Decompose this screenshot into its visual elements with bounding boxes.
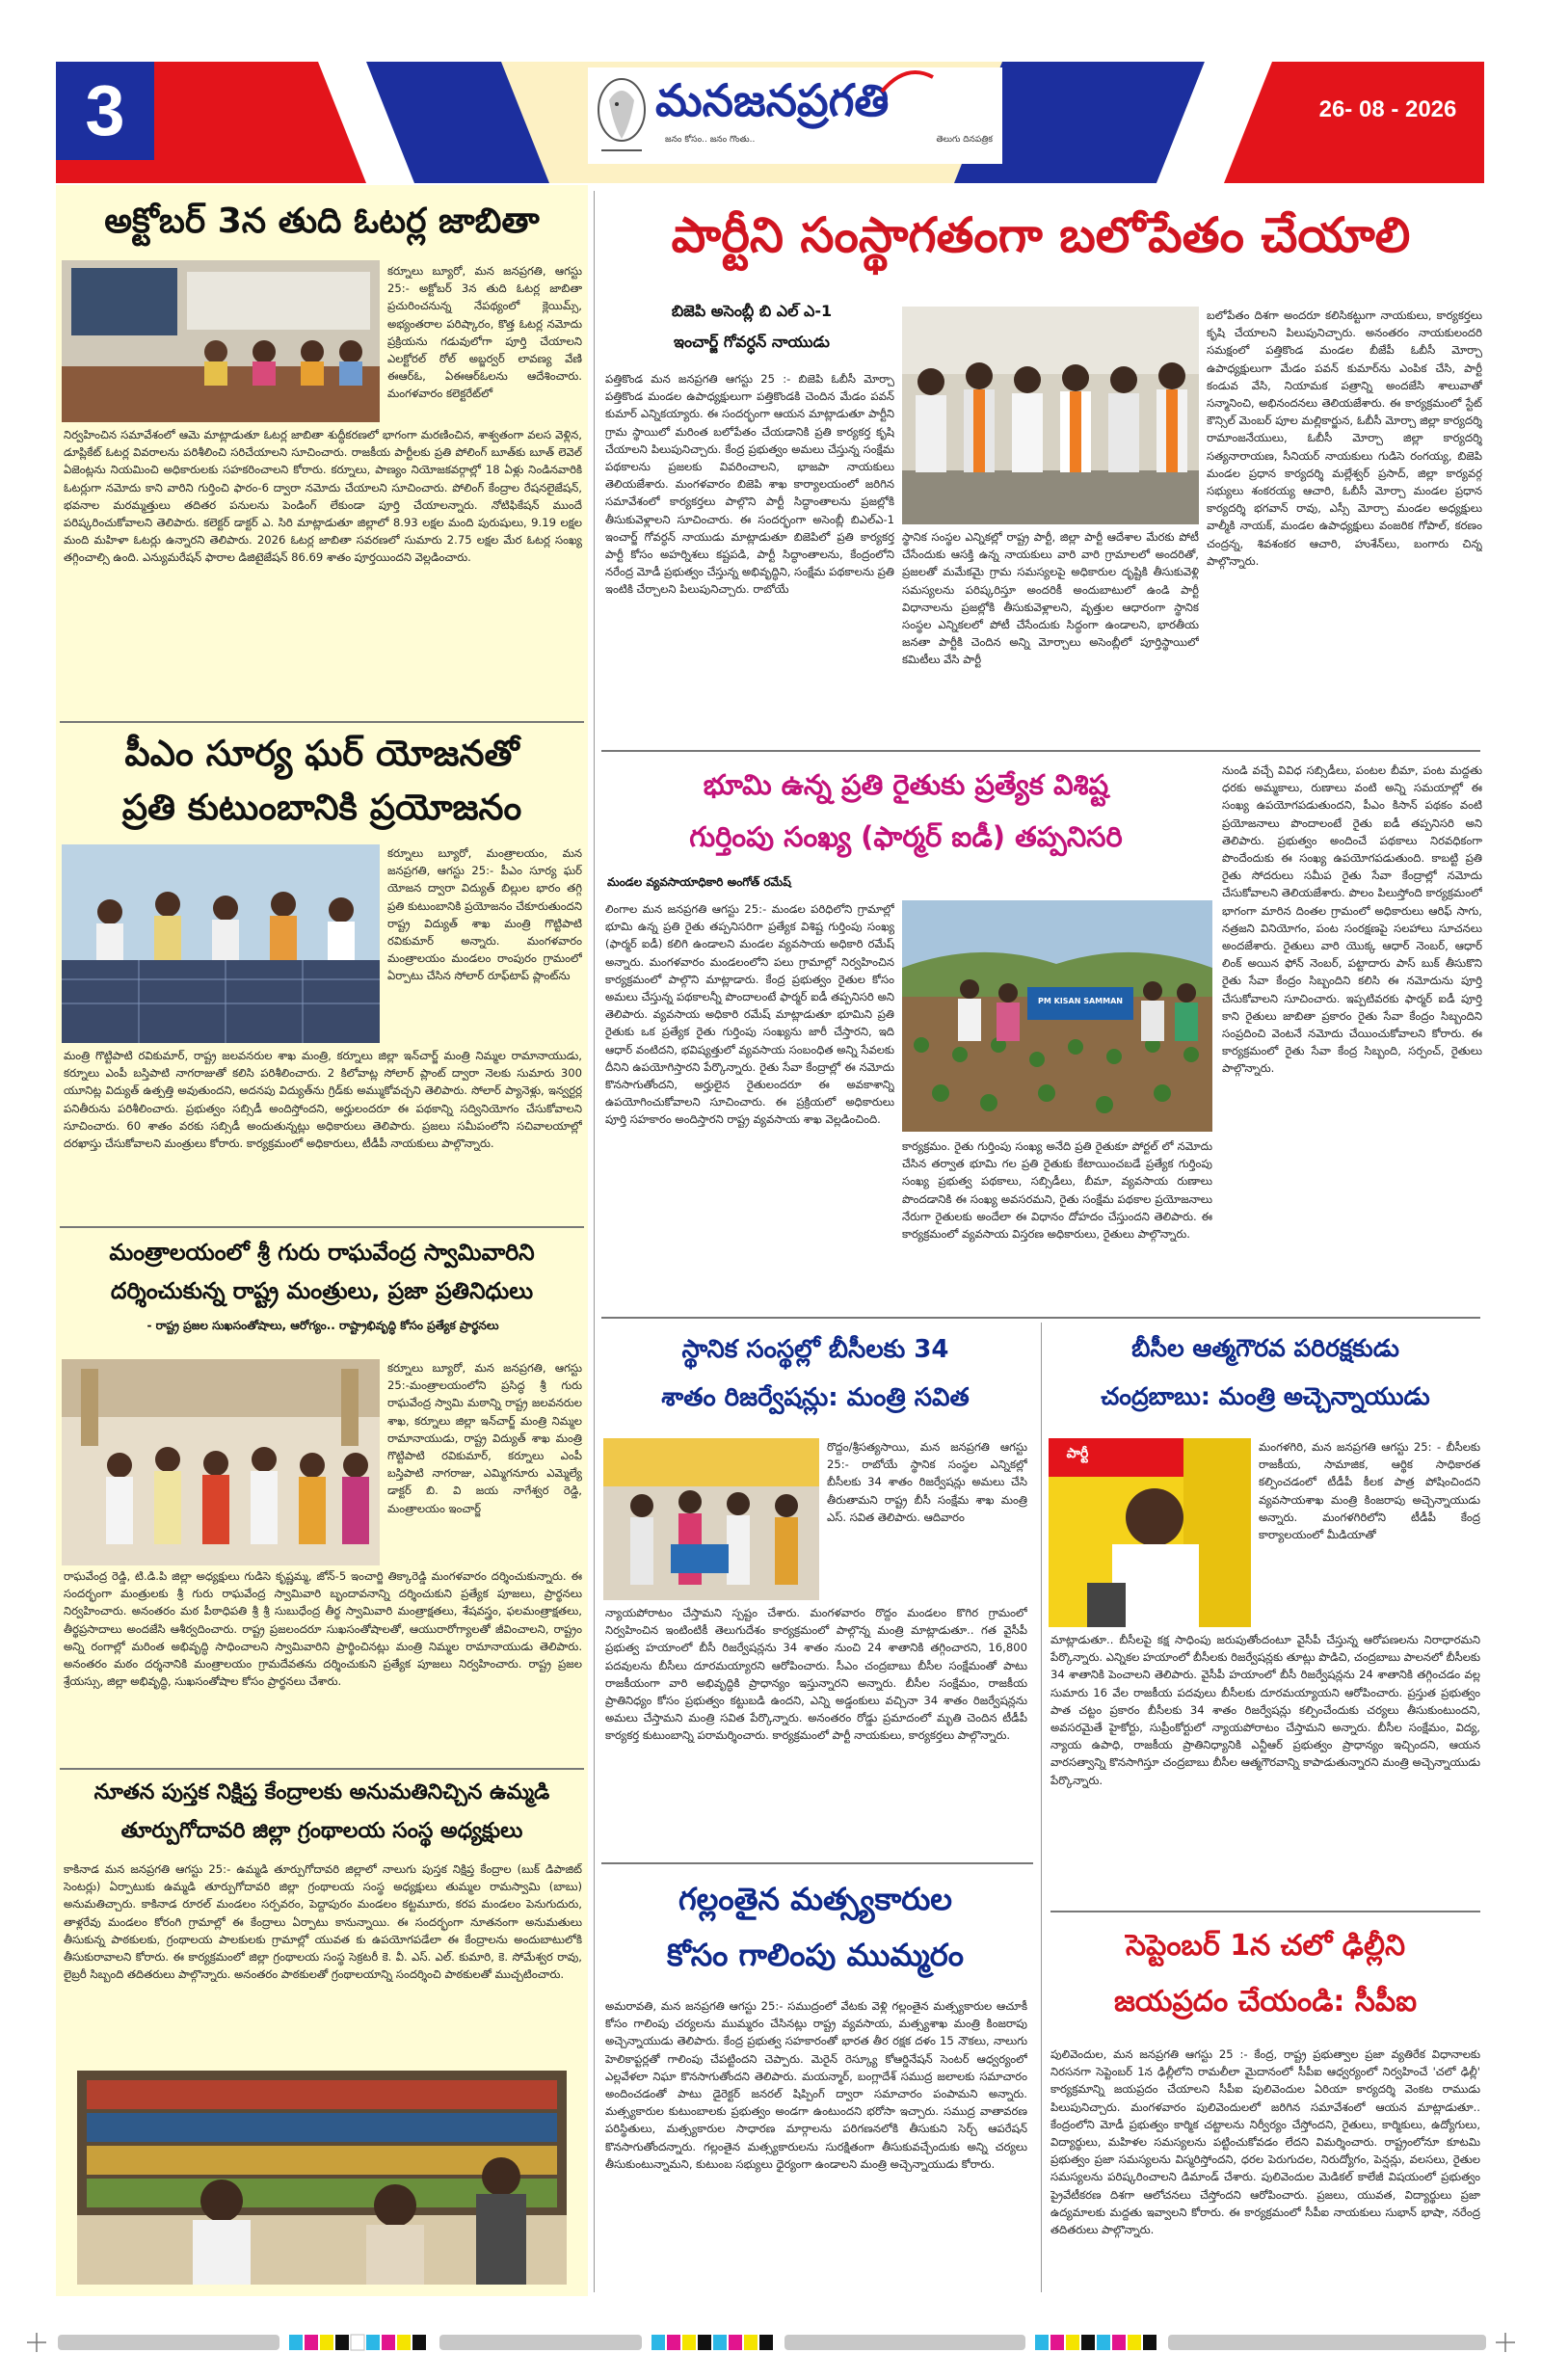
story-lead-subhead-1: బిజెపి అసెంబ్లీ బి ఎల్ ఎ-1	[671, 302, 833, 320]
farmer-banner-text: PM KISAN SAMMAN	[1038, 997, 1123, 1005]
story-bc34	[598, 1323, 1033, 1862]
story-lead-body-right: బలోపేతం దిశగా అందరూ కలిసికట్టుగా నాయకులు, కార్యకర్తలు కృషి చేయాలని పిలుపునిచ్చారు. అనంతరం నాయకులందరి సమక్షంలో పత్తికొండ మండల బీజేపీ ఓబీసీ మోర్చా ఉపాధ్యక్షులుగా మేడం పవన్ కుమార్‌ను ఎంపిక చేసి, పార్టీ కండువ వేసి, నియామక పత్రాన్ని అందజేసి శాలువాతో సన్మానించి, అభినందనలు తెలియజేశారు. ఈ కార్యక్రమంలో స్టేట్ కౌన్సిల్ మెంబర్ పూల మల్లికార్జున, ఓబీసీ మోర్చా జిల్లా కార్యదర్శి రామాంజనేయులు, ఓబీసీ మోర్చా జిల్లా కార్యదర్శి సత్యనారాయణ, సీనియర్ నాయకులు గుడిసె రంగయ్య, బిజెపి మండల ప్రధాన కార్యదర్శి మల్లేశ్వర్ ప్రసాద్, జిల్లా కార్యవర్గ సభ్యులు శంకరయ్య ఆచారి, ఓబీసీ మోర్చా మండల ప్రధాన కార్యదర్శి భగవాన్ రావు, ఎస్సీ మోర్చా మండల అధ్యక్షులు వాల్మీకి నాయక్, మండల ఉపాధ్యక్షులు వంజరిక గోపాల్, కరణం చంద్రన్న, శివశంకర ఆచారి, హుశేన్‌లు, బంగారు చిన్న పాల్గొన్నారు.	[1207, 308, 1482, 568]
tagline-right: తెలుగు దినపత్రిక	[936, 135, 993, 145]
divider	[601, 1862, 1033, 1864]
paper-name: మనజనప్రగతి	[655, 74, 890, 126]
story-atchannaidu-body-bottom: మాట్లాడుతూ.. బీసీలపై కక్ష సాధింపు జరుపుతోందంటూ వైసీపీ చేస్తున్న ఆరోపణలను నిరాధారమని పేర్కొన్నారు. ఎన్నికల హయాంలో బీసీలకు రిజర్వేషన్లకు తూట్లు పొడిచి, చంద్రబాబు పాలనలో బీసీలకు 34 శాతానికి పెంచాలని తెలిపారు. వైసీపీ హయాంలో బీసీ రిజర్వేషన్లను 24 శాతానికి తగ్గించడం వల్ల సుమారు 16 వేల రాజకీయ పదవులు బీసీలకు దూరమయ్యాయని ఆరోపించారు. ప్రస్తుత ప్రభుత్వం పాత చట్టం ప్రకారం బీసీలకు 34 శాతం రిజర్వేషన్లు కల్పించేందుకు చర్యలు తీసుకుంటుందని, అవసరమైతే హైకోర్టు, సుప్రీంకోర్టులో న్యాయపోరాటం చేస్తామని అన్నారు. బీసీల సంక్షేమం, విద్య, న్యాయ ఉపాధి, రాజకీయ ప్రాతినిధ్యానికి ఎన్టీఆర్ ప్రభుత్వం ప్రాధాన్యం ఇచ్చిందని, ఆయన వారసత్వాన్ని కొనసాగిస్తూ చంద్రబాబు బీసీల ఆత్మగౌరవాన్ని కాపాడుతున్నారని మంత్రి అచ్చెన్నాయుడు పేర్కొన్నారు.	[1050, 1633, 1480, 1787]
story-farmer-byline: మండల వ్యవసాయాధికారి అంగోత్ రమేష్	[607, 875, 791, 889]
raghavendra-temple-photo	[62, 1359, 380, 1565]
divider	[60, 1226, 584, 1228]
story-lead	[598, 191, 1484, 750]
story-farmer-headline-1: భూమి ఉన్న ప్రతి రైతుకు ప్రత్యేక విశిష్ట	[703, 768, 1109, 801]
story-farmer	[598, 756, 1484, 1315]
story-voters-headline: అక్టోబర్ 3న తుది ఓటర్ల జాబితా	[104, 201, 540, 241]
logo-swoosh-icon	[877, 67, 935, 96]
story-lead-subhead-2: ఇంచార్జ్ గోవర్ధన్ నాయుడు	[674, 333, 830, 351]
farmer-field-photo	[902, 900, 1212, 1132]
voters-meeting-photo	[62, 260, 380, 422]
story-surya-body-top: కర్నూలు బ్యూరో, మంత్రాలయం, మన జనప్రగతి, ఆగస్టు 25:- పీఎం సూర్య ఘర్ యోజన ద్వారా విద్యుత్ బిల్లుల భారం తగ్గి ప్రతి కుటుంబానికి ప్రయోజనం చేకూరుతుందని రాష్ట్ర విద్యుత్ శాఖ మంత్రి గొట్టిపాటి రవికుమార్ అన్నారు. మంగళవారం మంత్రాలయం మండలం రాంపురం గ్రామంలో ఏర్పాటు చేసిన సోలార్ రూఫ్‌టాప్ ప్లాంట్‌ను	[387, 846, 582, 983]
story-raghavendra-body-bottom: రాఘవేంద్ర రెడ్డి, టి.డి.పి జిల్లా అధ్యక్షులు గుడిసె కృష్ణమ్మ, జోన్-5 ఇంచార్జి తిక్కారెడ్డి మంగళవారం దర్శించుకున్నారు. ఈ సందర్భంగా మంత్రులకు శ్రీ గురు రాఘవేంద్ర స్వామివారి బృందావనాన్ని దర్శించుకుని ప్రత్యేక పూజలు, ప్రార్థనలు నిర్వహించారు. అనంతరం మఠ పీఠాధిపతి శ్రీ శ్రీ సుబుధేంద్ర తీర్థ స్వామివారి మంత్రాక్షతలు, శేషవస్త్రం, ఫలమంత్రాక్షతలు, తీర్థప్రసాదాలు అందజేసి ఆశీర్వదించారు. రాష్ట్ర ప్రజలందరూ సుఖసంతోషాలతో, ఆయురారోగ్యాలతో జీవించాలని, రాష్ట్రం అన్ని రంగాల్లో మరింత అభివృద్ధి సాధించాలని స్వామివారిని ప్రార్థించినట్లు మంత్రి నిమ్మల రామానాయుడు తెలిపారు. అనంతరం మఠం దర్శనానికి మంత్రాలయం గ్రామదేవతను దర్శించుకుని ప్రత్యేక పూజలు నిర్వహించారు. రాష్ట్ర ప్రజల శ్రేయస్సు, జిల్లా అభివృద్ధి, సుఖసంతోషాల కోసం ప్రార్థనలు చేశారు.	[64, 1569, 582, 1689]
story-farmer-headline-2: గుర్తింపు సంఖ్య (ఫార్మర్ ఐడీ) తప్పనిసరి	[689, 820, 1123, 853]
story-raghavendra-headline-2: దర్శించుకున్న రాష్ట్ర మంత్రులు, ప్రజా ప్రతినిధులు	[110, 1277, 534, 1304]
story-atchannaidu-body-top: మంగళగిరి, మన జనప్రగతి ఆగస్టు 25: - బీసీలకు రాజకీయ, సామాజిక, ఆర్థిక సాధికారత కల్పించడంలో టీడీపీ కీలక పాత్ర పోషించిందని వ్యవసాయశాఖ మంత్రి కింజరాపు అచ్చెన్నాయుడు అన్నారు. మంగళగిరిలోని టీడీపీ కేంద్ర కార్యాలయంలో మీడియాతో	[1259, 1440, 1480, 1542]
story-voters	[56, 191, 588, 719]
story-raghavendra	[56, 1230, 588, 1762]
story-farmer-body-right: నుండి వచ్చే వివిధ సబ్సిడీలు, పంటల బీమా, పంట మద్దతు ధరకు అమ్మకాలు, రుణాలు వంటి అన్ని సమయాల్లో ఈ సంఖ్య ఉపయోగపడుతుందని, పీఎం కిసాన్ పథకం వంటి ప్రయోజనాలు పొందాలంటే రైతు ఐడీ తప్పనిసరి అని తెలిపారు. ప్రభుత్వం అందించే పథకాలు నిరవధికంగా పొందేందుకు ఈ సంఖ్య ఉపయోగపడుతుంది. కాబట్టి ప్రతి రైతు సోదరులు సమీప రైతు సేవా కేంద్రాల్లో నమోదు చేసుకోవాలని తెలియజేశారు. పొలం పిలుస్తోంది కార్యక్రమంలో భాగంగా మారిన దింతల గ్రామంలో అధికారులు ఆరిఫ్ సాగు, నత్రజని వినియోగం, పంట సంరక్షణపై సలహాలు సూచనలు అందజేశారు. రైతులు వారి యొక్క ఆధార్ నెంబర్, ఆధార్ లింక్ అయిన ఫోన్ నెంబర్, పట్టాదారు పాస్ బుక్ తీసుకొని రైతు సేవా కేంద్రం సిబ్బందిని కలిసి ఈ నమోదును పూర్తి చేసుకోవాలని సూచించారు. ఇప్పటివరకు ఫార్మర్ ఐడీ పూర్తి కాని రైతులు జాబితా ప్రకారం రైతు సేవా కేంద్రం సిబ్బందిని సంప్రదించి వెంటనే నమోదు చేయించుకోవాలని కోరారు. ఈ కార్యక్రమంలో రైతు సేవా కేంద్ర సిబ్బంది, సర్పంచ్, రైతులు పాల్గొన్నారు.	[1222, 763, 1482, 1076]
paper-logo-box	[588, 67, 1002, 164]
story-library-headline-2: తూర్పుగోదావరి జిల్లా గ్రంథాలయ సంస్థ అధ్యక్షులు	[120, 1819, 523, 1843]
story-bc34-body-bottom: న్యాయపోరాటం చేస్తామని స్పష్టం చేశారు. మంగళవారం రొద్దం మండలం కొగిర గ్రామంలో నిర్వహించిన ఇంటింటికీ తెలుగుదేశం కార్యక్రమంలో పాల్గొన్న మంత్రి మాట్లాడుతూ.. గత వైసీపీ ప్రభుత్వ హయాంలో బీసీ రిజర్వేషన్లను 34 శాతం నుంచి 24 శాతానికి తగ్గించారని, 16,800 పదవులను బీసీలు దూరమయ్యారని ఆరోపించారు. సీఎం చంద్రబాబు బీసీల సంక్షేమంతో పాటు రాజకీయంగా వారి అభివృద్ధికి ప్రాధాన్యం ఇస్తున్నారని అన్నారు. బీసీల సంక్షేమం, రాజకీయ ప్రాతినిధ్యం కోసం ప్రభుత్వం కట్టుబడి ఉందని, ఎన్ని అడ్డంకులు వచ్చినా 34 శాతం రిజర్వేషన్లను అమలు చేస్తామని మంత్రి సవిత పేర్కొన్నారు. అనంతరం రోడ్డు ప్రమాదంలో మృతి చెందిన టీడీపీ కార్యకర్త కుటుంబాన్ని పరామర్శించారు. కార్యక్రమంలో పార్టీ నాయకులు, కార్యకర్తలు పాల్గొన్నారు.	[605, 1606, 1027, 1743]
story-lead-photo-caption: స్థానిక సంస్థల ఎన్నికల్లో రాష్ట్ర పార్టీ, జిల్లా పార్టీ ఆదేశాల మేరకు పోటీ చేసేందుకు ఆసక్తి ఉన్న నాయకులు వారి వారి గ్రామాలలో అందరితో, ప్రజలతో మమేకమై గ్రామ సమస్యలపై అధికారుల దృష్టికి తీసుకువెళ్లి సమస్యలను పరిష్కరిస్తూ అందరికీ అందుబాటులో ఉండి పార్టీ విధానాలను ప్రజల్లోకి తీసుకువెళ్లాలని, వృత్తుల ఆధారంగా స్థానిక సంస్థల ఎన్నికలలో పోటీ చేసేందుకు సిద్ధంగా ఉండాలని, భారతీయ జనతా పార్టీకి చెందిన అన్ని మోర్చాలు అసెంబ్లీలో పూర్తిస్థాయిలో కమిటీలు వేసి పార్టీ	[902, 530, 1199, 667]
masthead	[0, 0, 1542, 183]
story-surya-body-bottom: మంత్రి గొట్టిపాటి రవికుమార్, రాష్ట్ర జలవనరుల శాఖ మంత్రి, కర్నూలు జిల్లా ఇన్‌చార్జ్ మంత్రి నిమ్మల రామానాయుడు, కర్నూలు ఎంపీ బస్తిపాటి నాగరాజుతో కలిసి పరిశీలించారు. 2 కిలోవాట్ల సోలార్ ప్లాంట్ ద్వారా నెలకు సుమారు 300 యూనిట్ల విద్యుత్ ఉత్పత్తి అవుతుందని, అదనపు విద్యుత్‌ను గ్రిడ్‌కు అమ్ముకోవచ్చని తెలిపారు. సోలార్ ప్యానెళ్లు, ఇన్వర్టర్ల పనితీరును పరిశీలించారు. ప్రభుత్వం సబ్సిడీ అందిస్తోందని, అర్హులందరూ ఈ పథకాన్ని సద్వినియోగం చేసుకోవాలని సూచించారు. 60 శాతం వరకు సబ్సిడీ అందుతున్నట్లు అధికారులు తెలిపారు. ప్రజలు సమీపంలోని సచివాలయాల్లో దరఖాస్తు చేసుకోవాలని మంత్రులు కోరారు. కార్యక్రమంలో అధికారులు, టీడీపీ నాయకులు పాల్గొన్నారు.	[64, 1049, 582, 1151]
atchannaidu-banner-text: పార్టీ	[1066, 1446, 1089, 1461]
story-atchannaidu-headline-1: బీసీల ఆత్మగౌరవ పరిరక్షకుడు	[1131, 1334, 1399, 1362]
divider	[60, 1768, 584, 1770]
divider	[1050, 1911, 1480, 1912]
story-lead-headline: పార్టీని సంస్థాగతంగా బలోపేతం చేయాలి	[671, 207, 1411, 263]
story-surya-headline-2: ప్రతి కుటుంబానికి ప్రయోజనం	[121, 787, 522, 828]
story-atchannaidu	[1047, 1323, 1484, 1911]
print-registration-bar	[0, 2323, 1542, 2362]
page-number: 3	[85, 70, 125, 150]
story-bc34-headline-2: శాతం రిజర్వేషన్లు: మంత్రి సవిత	[661, 1383, 970, 1412]
story-library-headline-1: నూతన పుస్తక నిక్షిప్త కేంద్రాలకు అనుమతినిచ్చిన ఉమ్మడి	[93, 1780, 550, 1805]
story-voters-body-top: కర్నూలు బ్యూరో, మన జనప్రగతి, ఆగస్టు 25:- అక్టోబర్ 3న తుది ఓటర్ల జాబితా ప్రచురించనున్న నేపథ్యంలో క్లెయిమ్స్, అభ్యంతరాల పరిష్కారం, కొత్త ఓటర్ల నమోదు ప్రక్రియను గడువులోగా పూర్తి చేయాలని ఎలక్టోరల్ రోల్ అబ్జర్వర్ లావణ్య వేణి ఈఆర్ఓ, ఏఈఆర్ఓలను ఆదేశించారు. మంగళవారం కలెక్టరేట్‌లో	[387, 264, 582, 401]
story-surya	[56, 725, 588, 1226]
story-fishermen	[598, 1868, 1033, 2292]
story-raghavendra-headline-1: మంత్రాలయంలో శ్రీ గురు రాఘవేంద్ర స్వామివారిని	[109, 1239, 535, 1266]
story-cpi-headline-1: సెప్టెంబర్ 1న చలో ఢిల్లీని	[1125, 1929, 1406, 1963]
story-fishermen-headline-1: గల్లంతైన మత్స్యకారుల	[678, 1881, 952, 1917]
tagline-left: జనం కోసం.. జనం గొంతు..	[665, 135, 756, 145]
column-divider	[1041, 1323, 1042, 2292]
divider	[601, 1317, 1480, 1319]
story-cpi-headline-2: జయప్రదం చేయండి: సీపీఐ	[1113, 1985, 1418, 2019]
story-raghavendra-body-top: కర్నూలు బ్యూరో, మన జనప్రగతి, ఆగస్టు 25:-మంత్రాలయంలోని ప్రసిద్ధ శ్రీ గురు రాఘవేంద్ర స్వామి మఠాన్ని రాష్ట్ర జలవనరుల శాఖ, కర్నూలు జిల్లా ఇన్‌చార్జ్ మంత్రి నిమ్మల రామానాయుడు, రాష్ట్ర విద్యుత్ శాఖ మంత్రి గొట్టిపాటి రవికుమార్, కర్నూలు ఎంపీ బస్తిపాటి నాగరాజు, ఎమ్మిగనూరు ఎమ్మెల్యే డాక్టర్ బి. వి జయ నాగేశ్వర రెడ్డి, మంత్రాలయం ఇంచార్జ్	[387, 1361, 582, 1515]
divider	[601, 750, 1480, 752]
story-bc34-headline-1: స్థానిక సంస్థల్లో బీసీలకు 34	[681, 1335, 949, 1364]
atchannaidu-photo	[1049, 1438, 1251, 1627]
story-cpi	[1047, 1916, 1484, 2292]
story-cpi-body: పులివెందుల, మన జనప్రగతి ఆగస్టు 25 :- కేంద్ర, రాష్ట్ర ప్రభుత్వాల ప్రజా వ్యతిరేక విధానాలకు నిరసనగా సెప్టెంబర్ 1న ఢిల్లీలోని రామలీలా మైదానంలో సీపీఐ ఆధ్వర్యంలో నిర్వహించే 'చలో ఢిల్లీ' కార్యక్రమాన్ని జయప్రదం చేయాలని సీపీఐ పులివెందుల ఏరియా కార్యదర్శి వెంకట రాముడు పిలుపునిచ్చారు. మంగళవారం పులివెందులలో జరిగిన సమావేశంలో ఆయన మాట్లాడుతూ.. కేంద్రంలోని మోడీ ప్రభుత్వం కార్మిక చట్టాలను నిర్వీర్యం చేస్తోందని, రైతులు, కార్మికులు, ఉద్యోగులు, విద్యార్థులు, మహిళల సమస్యలను పట్టించుకోవడం లేదని విమర్శించారు. రాష్ట్రంలోనూ కూటమి ప్రభుత్వం ప్రజా సమస్యలను విస్మరిస్తోందని, ధరల పెరుగుదల, నిరుద్యోగం, పెన్షన్లు, వలసలు, రైతుల సమస్యలను పరిష్కరించాలని డిమాండ్ చేశారు. పులివెందుల మెడికల్ కాలేజీ విషయంలో ప్రభుత్వం ప్రైవేటీకరణ దిశగా ఆలోచనలు చేస్తోందని ఆరోపించారు. ప్రజలు, యువత, విద్యార్థులు ప్రజా ఉద్యమాలకు మద్దతు ఇవ్వాలని కోరారు. ఈ కార్యక్రమంలో సీపీఐ నాయకులు సుభాన్ భాషా, నరేంద్ర తదితరులు పాల్గొన్నారు.	[1050, 2047, 1480, 2237]
story-voters-body-bottom: నిర్వహించిన సమావేశంలో ఆమె మాట్లాడుతూ ఓటర్ల జాబితా శుద్ధీకరణలో భాగంగా మరణించిన, శాశ్వతంగా వలస వెళ్లిన, డూప్లికేట్ ఓటర్ల వివరాలను పరిశీలించి సరిచేయాలని సూచించారు. రాజకీయ పార్టీలకు ప్రతి పోలింగ్ బూత్‌కు బూత్ లెవెల్ ఏజెంట్లను నియమించి అధికారులకు సహకరించాలని కోరారు. కర్నూలు, పాణ్యం నియోజకవర్గాల్లో 18 ఏళ్లు నిండినవారికి ఓటర్లుగా నమోదు కాని వారిని గుర్తించి ఫారం-6 ద్వారా నమోదు చేయాలని సూచించారు. పోలింగ్ కేంద్రాల రేషనలైజేషన్, భవనాల మరమ్మత్తులు తదితర పనులను పెండింగ్ లేకుండా పూర్తి చేయాలన్నారు. నోటిఫికేషన్ ముందే పరిష్కరించుకోవాలని తెలిపారు. కలెక్టర్ డాక్టర్ ఎ. సిరి మాట్లాడుతూ జిల్లాలో 8.93 లక్షల మంది పురుషులు, 9.19 లక్షల మంది మహిళా ఓటర్లు ఉన్నారని తెలిపారు. 2026 ఓటర్ల జాబితా సవరణలో సుమారు 2.75 లక్షల మేర ఓటర్ల సంఖ్య తగ్గించాల్సి ఉంది. ఎన్యుమరేషన్ ఫారాల డిజిటైజేషన్ 86.69 శాతం పూర్తయిందని వెల్లడించారు.	[64, 428, 582, 565]
logo-emblem-icon	[592, 71, 651, 160]
issue-date: 26- 08 - 2026	[1318, 96, 1457, 122]
story-library-body: కాకినాడ మన జనప్రగతి ఆగస్టు 25:- ఉమ్మడి తూర్పుగోదావరి జిల్లాలో నాలుగు పుస్తక నిక్షిప్త కేంద్రాల (బుక్ డిపాజిట్ సెంటర్లు) ఏర్పాటుకు ఉమ్మడి తూర్పుగోదావరి జిల్లా గ్రంథాలయ సంస్థ అధ్యక్షులు తుమ్మల రామస్వామి (బాబు) అనుమతిచ్చారు. కాకినాడ రూరల్ మండలం సర్పవరం, పెద్దాపురం మండలం కట్టమూరు, కరప మండలం పెనుగుదురు, తాళ్లరేవు మండలం కోరంగి గ్రామాల్లో ఈ కేంద్రాలు ఏర్పాటు కానున్నాయి. ఈ సందర్భంగా నూతనంగా అనుమతులు తీసుకున్న పాఠకులకు, గ్రంథాలయ పాలకులకు గ్రామాల్లో యువత కు ఉపయోగపడేలా ఈ కేంద్రాలను అందుబాటులోకి తీసుకురావాలని కోరారు. ఈ కార్యక్రమంలో జిల్లా గ్రంథాలయ సంస్థ సెక్రటరీ కె. వీ. ఎస్. ఎల్. కుమారి, కె. సోమేశ్వర రావు, లైబ్రరీ సిబ్బంది తదితరులు పాల్గొన్నారు. అనంతరం పాఠకులతో గ్రంథాలయాన్ని సందర్శించి పాఠకులతో ముచ్చటించారు.	[64, 1862, 582, 1982]
story-raghavendra-subhead: - రాష్ట్ర ప్రజల సుఖసంతోషాలు, ఆరోగ్యం.. రాష్ట్రాభివృద్ధి కోసం ప్రత్యేక ప్రార్థనలు	[146, 1319, 499, 1332]
story-farmer-body-bottom: కార్యక్రమం. రైతు గుర్తింపు సంఖ్య అనేది ప్రతి రైతుకూ పోర్టల్ లో నమోదు చేసిన తర్వాత భూమి గల ప్రతి రైతుకు కేటాయించబడే ప్రత్యేక గుర్తింపు సంఖ్య ప్రభుత్వ పథకాలు, సబ్సిడీలు, బీమా, వ్యవసాయ రుణాలు పొందడానికి ఈ సంఖ్య అవసరమని, రైతు సంక్షేమ పథకాల ప్రయోజనాలు నేరుగా రైతులకు అందేలా ఈ విధానం దోహదం చేస్తుందని తెలిపారు. ఈ కార్యక్రమంలో వ్యవసాయ విస్తరణ అధికారులు, రైతులు పాల్గొన్నారు.	[902, 1139, 1212, 1242]
story-surya-headline-1: పీఎం సూర్య ఘర్ యోజనతో	[124, 733, 519, 774]
surya-solar-photo	[62, 844, 380, 1043]
story-library	[56, 1772, 588, 2292]
bc34-event-photo	[603, 1438, 819, 1600]
column-divider	[594, 191, 595, 2292]
story-fishermen-headline-2: కోసం గాలింపు ముమ్మరం	[666, 1937, 964, 1973]
library-photo	[77, 2071, 567, 2285]
story-farmer-body-top: లింగాల మన జనప్రగతి ఆగస్టు 25:- మండల పరిధిలోని గ్రామాల్లో భూమి ఉన్న ప్రతి రైతు తప్పనిసరిగా ప్రత్యేక విశిష్ట గుర్తింపు సంఖ్య (ఫార్మర్ ఐడీ) కలిగి ఉండాలని మండల వ్యవసాయ అధికారి రమేష్ అన్నారు. మంగళవారం మండలంలోని పలు గ్రామాల్లో నిర్వహించిన కార్యక్రమంలో పాల్గొని మాట్లాడారు. కేంద్ర ప్రభుత్వం రైతుల కోసం అమలు చేస్తున్న పథకాలన్నీ పొందాలంటే ఫార్మర్ ఐడీ తప్పనిసరి అని తెలిపారు. వ్యవసాయ అధికారి రమేష్ మాట్లాడుతూ భూమిని ప్రతి రైతుకు ఒక ప్రత్యేక రైతు గుర్తింపు సంఖ్యను జారీ చేస్తారని, ఇది ఆధార్ వంటిదని, భవిష్యత్తులో వ్యవసాయ సంబంధిత అన్ని సేవలకు దీనిని ఉపయోగిస్తారని పేర్కొన్నారు. రైతు సేవా కేంద్రాల్లో ఈ నమోదు కొనసాగుతోందని, అర్హులైన రైతులందరూ ఈ అవకాశాన్ని ఉపయోగించుకోవాలని సూచించారు. ఈ ప్రక్రియలో అధికారులు పూర్తి సహకారం అందిస్తారని రాష్ట్ర వ్యవసాయ శాఖ వెల్లడించింది.	[605, 902, 894, 1127]
lead-party-photo	[902, 307, 1199, 524]
divider	[60, 721, 584, 723]
story-lead-body-left: పత్తికొండ మన జనప్రగతి ఆగస్టు 25 :- బిజెపి ఓబీసీ మోర్చా పత్తికొండ మండల ఉపాధ్యక్షులుగా పత్తికొండకి చెందిన మేడం పవన్ కుమార్ ఎన్నికయ్యారు. ఈ సందర్భంగా ఆయన మాట్లాడుతూ పార్టీని గ్రామ స్థాయిలో మరింత బలోపేతం చేయడానికి ప్రతి కార్యకర్త కృషి చేయాలని పిలుపునిచ్చారు. కేంద్ర ప్రభుత్వం అమలు చేస్తున్న సంక్షేమ పథకాలను ప్రజలకు వివరించాలని, భాజపా నాయకులు తెలియజేశారు. మంగళవారం బిజెపి శాఖ కార్యాలయంలో జరిగిన సమావేశంలో కార్యకర్తలు పాల్గొని పార్టీ సిద్ధాంతాలను ప్రజల్లోకి తీసుకువెళ్లాలని సూచించారు. ఈ సందర్భంగా అసెంబ్లీ బిఎల్ఎ-1 ఇంచార్జ్ గోవర్ధన్ నాయుడు మాట్లాడుతూ బిజెపిలో ప్రతి కార్యకర్త పార్టీ కోసం అహర్నిశలు కష్టపడి, పార్టీ సిద్ధాంతాలను, కేంద్రంలోని నరేంద్ర మోడీ ప్రభుత్వం చేస్తున్న అభివృద్ధిని, సంక్షేమ పథకాలను ప్రతి ఇంటికి చేర్చాలని పిలుపునిచ్చారు. రాబోయే	[605, 372, 894, 597]
story-atchannaidu-headline-2: చంద్రబాబు: మంత్రి అచ్చెన్నాయుడు	[1101, 1382, 1430, 1410]
story-bc34-body-top: రొద్దం/శ్రీసత్యసాయి, మన జనప్రగతి ఆగస్టు 25:- రాబోయే స్థానిక సంస్థల ఎన్నికల్లో బీసీలకు 34 శాతం రిజర్వేషన్లు అమలు చేసి తీరుతామని రాష్ట్ర బీసీ సంక్షేమ శాఖ మంత్రి ఎస్. సవిత తెలిపారు. ఆదివారం	[827, 1440, 1027, 1524]
story-fishermen-body: అమరావతి, మన జనప్రగతి ఆగస్టు 25:- సముద్రంలో వేటకు వెళ్లి గల్లంతైన మత్స్యకారుల ఆచూకీ కోసం గాలింపు చర్యలను ముమ్మరం చేసినట్లు రాష్ట్ర వ్యవసాయ, మత్స్యశాఖ మంత్రి కింజరాపు అచ్చెన్నాయుడు తెలిపారు. కేంద్ర ప్రభుత్వ సహకారంతో భారత తీర రక్షక దళం 15 నౌకలు, నాలుగు హెలికాప్టర్లతో గాలింపు చేపట్టిందని చెప్పారు. మెరైన్ రెస్క్యూ కోఆర్డినేషన్ సెంటర్ ఆధ్వర్యంలో ఎల్లవేళలా నిఘా కొనసాగుతోందని తెలిపారు. మయన్మార్, బంగ్లాదేశ్ సముద్ర జలాలకు సమాచారం అందించడంతో పాటు డైరెక్టర్ జనరల్ షిప్పింగ్ ద్వారా సమాచారం పంపామని అన్నారు. మత్స్యకారుల కుటుంబాలకు ప్రభుత్వం అండగా ఉంటుందని భరోసా ఇచ్చారు. సముద్ర వాతావరణ పరిస్థితులు, మత్స్యకారుల సాధారణ మార్గాలను పరిగణనలోకి తీసుకుని సెర్చ్ ఆపరేషన్ కొనసాగుతోందన్నారు. గల్లంతైన మత్స్యకారులను సురక్షితంగా తీసుకువచ్చేందుకు అన్ని చర్యలు తీసుకుంటున్నామని, కుటుంబ సభ్యులు ధైర్యంగా ఉండాలని మంత్రి అచ్చెన్నాయుడు కోరారు.	[605, 1999, 1027, 2171]
